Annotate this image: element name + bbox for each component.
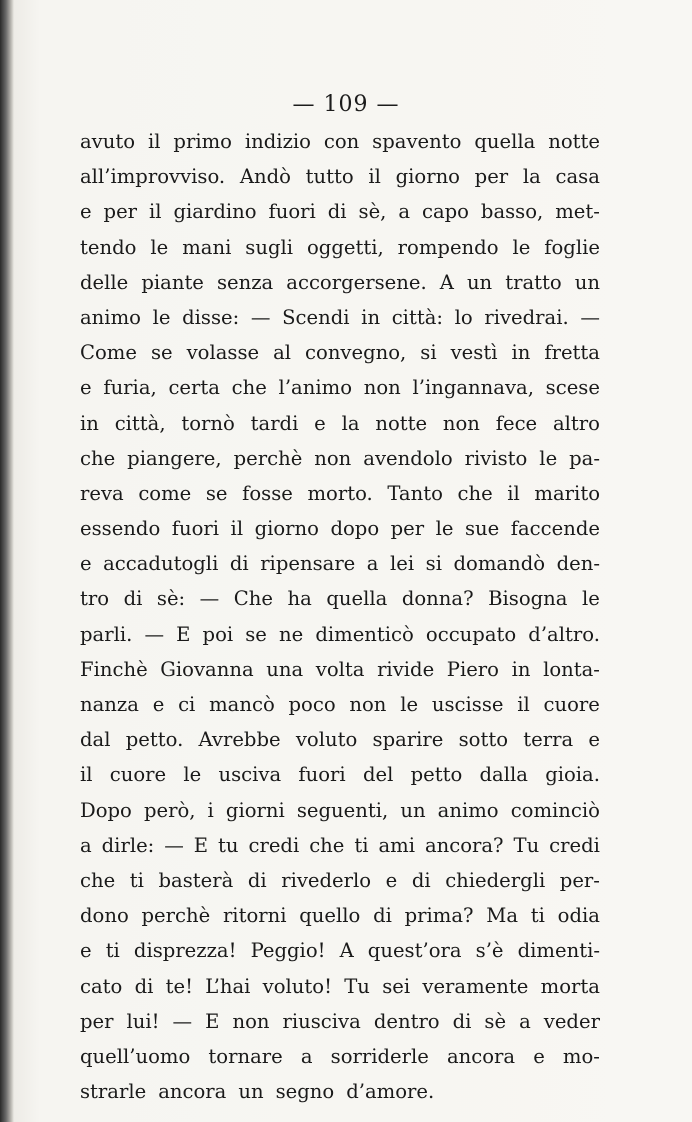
word: cuore	[543, 693, 600, 716]
word: e	[152, 693, 165, 716]
body-text	[80, 124, 600, 1109]
word: occupato	[425, 622, 517, 646]
word: e	[80, 376, 92, 400]
word: sè,	[358, 200, 387, 224]
word: che	[80, 868, 116, 892]
word: dopo	[330, 517, 380, 541]
word: fretta	[544, 341, 600, 365]
word: a	[519, 1009, 531, 1033]
word: uscisse	[431, 693, 504, 716]
word: tratto	[505, 270, 562, 294]
text-line	[80, 722, 600, 757]
word: il	[368, 165, 381, 189]
word: di	[373, 904, 392, 928]
word: gioia.	[545, 763, 600, 787]
word: dalla	[479, 763, 528, 787]
word: mo-	[562, 1044, 600, 1068]
word: odia	[557, 904, 600, 928]
word: E	[193, 833, 209, 857]
word: dentro	[373, 1009, 440, 1033]
word: accadutogli	[103, 552, 219, 576]
word: volasse	[186, 341, 260, 365]
word: Andò	[239, 165, 291, 189]
word: a	[366, 552, 379, 576]
word: la	[522, 165, 541, 189]
text-line	[80, 828, 600, 863]
word: a	[398, 200, 411, 224]
word: per	[474, 165, 509, 189]
word: dirle:	[101, 833, 155, 857]
word: fuori	[171, 517, 220, 541]
word: per	[103, 200, 138, 224]
word: si	[420, 341, 437, 365]
word: rivide	[377, 657, 435, 681]
word: prima?	[404, 904, 474, 928]
word: Piero	[446, 657, 499, 681]
word: lui!	[126, 1009, 160, 1033]
text-line	[80, 863, 600, 898]
word: Peggio!	[250, 939, 326, 963]
text-line	[80, 933, 600, 968]
word: tendo	[80, 235, 137, 259]
text-line	[80, 441, 600, 476]
text-line	[80, 124, 600, 159]
word: ti	[105, 939, 120, 963]
word: mani	[182, 235, 232, 259]
word: sparire	[372, 728, 444, 752]
word: non	[314, 446, 352, 470]
word: e	[314, 411, 326, 435]
word: sotto	[458, 728, 509, 752]
word: di	[123, 587, 143, 611]
word: Tu	[513, 833, 540, 857]
word: a	[80, 833, 92, 857]
text-line	[80, 898, 600, 933]
word: parli.	[80, 622, 133, 646]
word: giorno	[254, 517, 319, 541]
word: ne	[279, 622, 304, 646]
word: casa	[555, 165, 600, 189]
word: che	[231, 376, 267, 400]
word: quello	[299, 904, 361, 928]
text-line	[80, 265, 600, 300]
word: disprezza!	[133, 939, 237, 963]
word: tu	[218, 833, 239, 857]
word: di	[411, 868, 431, 892]
word: lo	[454, 305, 473, 329]
word: sugli	[245, 235, 294, 259]
word: Tu	[344, 974, 370, 998]
word: a	[300, 1044, 313, 1068]
word: la	[341, 411, 360, 435]
word: usciva	[218, 763, 282, 787]
text-line	[80, 406, 600, 441]
word: fuori	[298, 763, 346, 787]
word: ha	[287, 587, 312, 611]
word: rivederlo	[281, 868, 372, 892]
word: credi	[549, 833, 600, 857]
word: di	[134, 974, 154, 998]
word: A	[339, 939, 354, 963]
word: città,	[114, 411, 166, 435]
word: se	[245, 622, 267, 646]
word: il	[147, 130, 161, 153]
word: cuore	[109, 763, 167, 787]
word: Finchè	[80, 657, 148, 681]
word: poco	[288, 693, 336, 716]
word: città:	[391, 305, 443, 329]
word: —	[164, 833, 184, 857]
word: se	[150, 341, 173, 365]
text-line	[80, 581, 600, 616]
word: met-	[555, 200, 600, 224]
word: vestì	[450, 341, 498, 365]
word: ancora	[446, 1044, 516, 1068]
word: poi	[202, 622, 234, 646]
text-line	[80, 1039, 600, 1074]
word: quella	[326, 587, 388, 611]
word: reva	[80, 481, 124, 505]
word: e	[80, 939, 92, 963]
word: giorno	[395, 165, 460, 189]
word: tornare	[208, 1044, 283, 1068]
word: foglie	[544, 235, 600, 259]
text-line	[80, 617, 600, 652]
text-line	[80, 969, 600, 1004]
word: i	[207, 798, 214, 822]
word: morto.	[307, 481, 373, 505]
word: le	[400, 693, 419, 716]
word: di	[229, 552, 249, 576]
word: per-	[559, 868, 600, 892]
word: tornò	[181, 411, 235, 435]
word: il	[80, 763, 93, 787]
word: non	[232, 1009, 270, 1033]
text-line	[80, 194, 600, 229]
word: dimenticò	[315, 622, 414, 646]
text-line	[80, 546, 600, 581]
word: Ma	[486, 904, 519, 928]
word: Dopo	[80, 798, 132, 822]
word: ti	[129, 868, 144, 892]
word: però,	[143, 798, 196, 822]
word: strarle	[80, 1080, 147, 1104]
word: Che	[233, 587, 273, 611]
word: lei	[390, 552, 415, 576]
word: volta	[315, 657, 365, 681]
word: essendo	[80, 517, 161, 541]
word: domandò	[453, 552, 546, 576]
word: un	[466, 270, 493, 294]
word: riusciva	[282, 1009, 361, 1033]
word: dimenti-	[517, 939, 600, 963]
word: animo	[80, 305, 141, 329]
word: A	[439, 270, 454, 294]
word: e	[80, 552, 92, 576]
word: le	[150, 235, 169, 259]
page-number: — 109 —	[292, 92, 400, 117]
word: le	[582, 587, 600, 611]
word: furia,	[103, 376, 157, 400]
word: notte	[548, 130, 600, 153]
word: indizio	[244, 130, 311, 153]
word: ci	[178, 693, 196, 716]
word: di	[247, 868, 267, 892]
word: credi	[248, 833, 300, 857]
word: cominciò	[510, 798, 600, 822]
word: perchè	[141, 904, 211, 928]
word: spavento	[372, 130, 462, 153]
text-line	[80, 159, 600, 194]
word: perchè	[233, 446, 303, 470]
word: delle	[80, 270, 129, 294]
word: in	[80, 411, 99, 435]
word: piante	[141, 270, 204, 294]
word: Giovanna	[160, 657, 254, 681]
word: le	[152, 305, 171, 329]
word: una	[266, 657, 304, 681]
word: sue	[464, 517, 500, 541]
word: sei	[382, 974, 411, 998]
text-line	[80, 687, 600, 722]
word: e	[533, 1044, 545, 1068]
text-line	[80, 476, 600, 511]
word: L’hai	[205, 974, 251, 998]
word: dal	[80, 728, 111, 752]
word: avendolo	[363, 446, 453, 470]
word: che	[457, 481, 493, 505]
word: —	[580, 305, 600, 329]
word: seguenti,	[296, 798, 389, 822]
word: rivisto	[464, 446, 528, 470]
word: altro	[552, 411, 600, 435]
word: piangere,	[127, 446, 222, 470]
word: giorni	[225, 798, 285, 822]
word: ti	[530, 904, 545, 928]
word: accorgersene.	[286, 270, 427, 294]
word: —	[199, 587, 220, 611]
word: voluto	[295, 728, 358, 752]
word: si	[425, 552, 442, 576]
word: animo	[437, 798, 499, 822]
word: d’altro.	[528, 622, 600, 646]
word: donna?	[401, 587, 474, 611]
word: d’amore.	[346, 1080, 435, 1104]
word: quella	[474, 130, 536, 153]
word: veder	[543, 1009, 600, 1033]
word: ancora	[158, 1080, 227, 1104]
word: con	[323, 130, 360, 153]
word: avuto	[80, 130, 136, 153]
text-line	[80, 230, 600, 265]
word: chiedergli	[445, 868, 546, 892]
word: di	[327, 200, 347, 224]
word: fuori	[268, 200, 316, 224]
word: primo	[173, 130, 232, 153]
word: rompendo	[397, 235, 499, 259]
word: sè	[484, 1009, 507, 1033]
text-line	[80, 652, 600, 687]
word: tutto	[305, 165, 354, 189]
word: il	[507, 481, 520, 505]
word: terra	[523, 728, 574, 752]
text-line	[80, 511, 600, 546]
word: scese	[545, 376, 600, 400]
word: Tanto	[387, 481, 443, 505]
word: certa	[168, 376, 220, 400]
word: disse:	[182, 305, 240, 329]
word: quest’ora	[367, 939, 462, 963]
text-line	[80, 300, 600, 335]
word: voluto!	[262, 974, 332, 998]
word: in	[511, 657, 531, 681]
word: sorriderle	[330, 1044, 429, 1068]
word: E	[176, 622, 191, 646]
word: non	[349, 693, 387, 716]
word: in	[511, 341, 531, 365]
word: Scendi	[282, 305, 350, 329]
word: pa-	[569, 446, 600, 470]
word: tro	[80, 587, 110, 611]
word: e	[588, 728, 600, 752]
word: se	[205, 481, 228, 505]
word: segno	[275, 1080, 335, 1104]
word: come	[138, 481, 192, 505]
word: le	[435, 517, 454, 541]
word: di	[452, 1009, 472, 1033]
word: —	[172, 1009, 193, 1033]
word: e	[80, 200, 92, 224]
word: faccende	[510, 517, 600, 541]
word: mancò	[209, 693, 275, 716]
word: nanza	[80, 693, 139, 716]
word: in	[361, 305, 381, 329]
word: quell’uomo	[80, 1044, 191, 1068]
word: non	[363, 376, 401, 400]
word: il	[517, 693, 530, 716]
text-line	[80, 370, 600, 405]
word: basso,	[480, 200, 544, 224]
word: del	[362, 763, 394, 787]
word: veramente	[422, 974, 529, 998]
word: capo	[421, 200, 469, 224]
word: per	[80, 1009, 114, 1033]
word: te!	[165, 974, 194, 998]
word: l’animo	[278, 376, 352, 400]
word: cato	[80, 974, 123, 998]
word: dono	[80, 904, 129, 928]
text-line	[80, 1004, 600, 1039]
word: che	[309, 833, 345, 857]
word: ami	[378, 833, 415, 857]
binding-shadow	[0, 0, 14, 1122]
word: E	[205, 1009, 220, 1033]
word: ritorni	[222, 904, 287, 928]
word: ripensare	[260, 552, 356, 576]
word: ancora?	[424, 833, 504, 857]
word: Bisogna	[488, 587, 568, 611]
word: convegno,	[305, 341, 407, 365]
word: non	[442, 411, 480, 435]
word: un	[574, 270, 600, 294]
text-line	[80, 793, 600, 828]
word: —	[250, 305, 271, 329]
word: senza	[216, 270, 274, 294]
word: Avrebbe	[198, 728, 281, 752]
word: marito	[534, 481, 600, 505]
word: ti	[354, 833, 369, 857]
word: basterà	[158, 868, 234, 892]
word: den-	[556, 552, 600, 576]
word: fosse	[242, 481, 293, 505]
word: petto	[410, 763, 463, 787]
word: sè:	[156, 587, 186, 611]
word: che	[80, 446, 116, 470]
word: giardino	[173, 200, 257, 224]
word: oggetti,	[306, 235, 384, 259]
word: un	[238, 1080, 264, 1104]
word: al	[273, 341, 292, 365]
text-line	[80, 757, 600, 792]
word: —	[144, 622, 165, 646]
word: le	[183, 763, 202, 787]
word: e	[385, 868, 398, 892]
word: le	[512, 235, 531, 259]
text-line	[80, 335, 600, 370]
word: tardi	[250, 411, 299, 435]
word: Come	[80, 341, 137, 365]
word: per	[390, 517, 425, 541]
word: fece	[495, 411, 538, 435]
word: lonta-	[543, 657, 600, 681]
word: il	[149, 200, 162, 224]
word: le	[539, 446, 558, 470]
word: morta	[540, 974, 600, 998]
word: l’ingannava,	[412, 376, 534, 400]
word: rivedrai.	[484, 305, 569, 329]
word: s’è	[475, 939, 504, 963]
word: il	[230, 517, 244, 541]
word: un	[400, 798, 426, 822]
word: all’improvviso.	[80, 165, 226, 189]
text-line	[80, 1074, 600, 1109]
word: notte	[375, 411, 428, 435]
word: petto.	[125, 728, 184, 752]
